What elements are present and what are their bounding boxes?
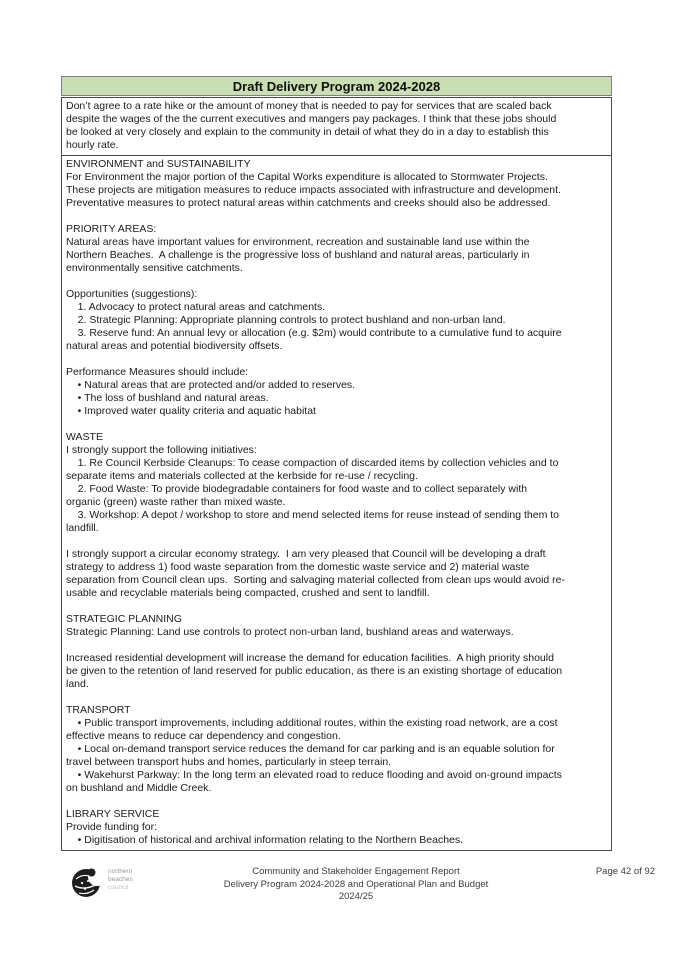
text-line: usable and recyclable materials being compacted, crushed and sent to landfill. xyxy=(66,587,430,599)
text-line: STRATEGIC PLANNING xyxy=(66,613,182,625)
text-line: travel between transport hubs and homes, particularly in steep terrain. xyxy=(66,756,392,768)
text-line: • Digitisation of historical and archival information relating to the Northern Beaches. xyxy=(66,834,464,846)
text-line: I strongly support the following initiatives: xyxy=(66,444,257,456)
text-line: separation from Council clean ups. Sorting and salvaging material collected from clean ups would avoid re- xyxy=(66,574,566,586)
footer-report-info xyxy=(206,866,506,904)
text-line: • The loss of bushland and natural areas. xyxy=(66,392,269,404)
text-line: For Environment the major portion of the Capital Works expenditure is allocated to Stormwater Projects. xyxy=(66,171,548,183)
text-line xyxy=(66,639,607,652)
logo-text-line: beaches xyxy=(108,876,133,883)
logo-text-line: council xyxy=(108,884,129,891)
text-line: Don’t agree to a rate hike or the amount of money that is needed to pay for services that are scaled back xyxy=(66,100,552,112)
text-line: strategy to address 1) food waste separation from the domestic waste service and 2) material waste xyxy=(66,561,530,573)
northern-beaches-council-logo-icon xyxy=(70,864,104,900)
text-line: TRANSPORT xyxy=(66,704,131,716)
page-footer xyxy=(61,862,655,910)
text-line: landfill. xyxy=(66,522,99,534)
document-title: Draft Delivery Program 2024-2028 xyxy=(232,78,441,94)
text-line: Opportunities (suggestions): xyxy=(66,288,198,300)
text-line: ENVIRONMENT and SUSTAINABILITY xyxy=(66,158,251,170)
text-line: be given to the retention of land reserved for public education, as there is an existing shortage of education xyxy=(66,665,563,677)
text-line: • Wakehurst Parkway: In the long term an elevated road to reduce flooding and avoid on-ground impacts xyxy=(66,769,562,781)
text-line: hourly rate. xyxy=(66,139,119,151)
text-line xyxy=(66,600,607,613)
footer-report-title: Community and Stakeholder Engagement Report xyxy=(252,866,460,877)
text-line: 3. Workshop: A depot / workshop to store and mend selected items for reuse instead of sending them to xyxy=(66,509,560,521)
logo-text xyxy=(108,868,133,892)
text-line: • Improved water quality criteria and aquatic habitat xyxy=(66,405,316,417)
text-line: Northern Beaches. A challenge is the progressive loss of bushland and natural areas, particularly in xyxy=(66,249,530,261)
text-line: 2. Food Waste: To provide biodegradable containers for food waste and to collect separately with xyxy=(66,483,528,495)
text-line: Natural areas have important values for environment, recreation and sustainable land use within the xyxy=(66,236,530,248)
text-line xyxy=(66,691,607,704)
text-line: Provide funding for: xyxy=(66,821,158,833)
table-header-row xyxy=(61,76,612,96)
logo-text-line: northern xyxy=(108,868,133,875)
text-line: WASTE xyxy=(66,431,103,443)
text-line: organic (green) waste rather than mixed waste. xyxy=(66,496,286,508)
text-line: Performance Measures should include: xyxy=(66,366,249,378)
table-cell-submission xyxy=(62,155,611,850)
footer-report-subtitle: Delivery Program 2024-2028 and Operational Plan and Budget 2024/25 xyxy=(223,878,489,902)
text-line: despite the wages of the the current executives and mangers pay packages. I think that these jobs should xyxy=(66,113,557,125)
text-line: • Natural areas that are protected and/or added to reserves. xyxy=(66,379,356,391)
text-line xyxy=(66,418,607,431)
text-line: 1. Advocacy to protect natural areas and catchments. xyxy=(66,301,326,313)
page-number: Page 42 of 92 xyxy=(595,866,655,877)
text-line xyxy=(66,795,607,808)
text-line: These projects are mitigation measures to reduce impacts associated with infrastructure and development. xyxy=(66,184,561,196)
text-line: environmentally sensitive catchments. xyxy=(66,262,243,274)
table-cell-rate-comment xyxy=(62,98,611,155)
text-line: • Local on-demand transport service reduces the demand for car parking and is an equable solution for xyxy=(66,743,555,755)
text-line: natural areas and potential biodiversity offsets. xyxy=(66,340,283,352)
text-line: 1. Re Council Kerbside Cleanups: To cease compaction of discarded items by collection vehicles and to xyxy=(66,457,559,469)
text-line xyxy=(66,210,607,223)
text-line: effective means to reduce car dependency and congestion. xyxy=(66,730,341,742)
text-line: Strategic Planning: Land use controls to protect non-urban land, bushland areas and waterways. xyxy=(66,626,514,638)
text-line xyxy=(66,353,607,366)
text-line: on bushland and Middle Creek. xyxy=(66,782,212,794)
text-line xyxy=(66,275,607,288)
text-line: PRIORITY AREAS: xyxy=(66,223,157,235)
text-line: • Public transport improvements, including additional routes, within the existing road network, are a cost xyxy=(66,717,558,729)
text-line: separate items and materials collected at the kerbside for re-use / recycling. xyxy=(66,470,418,482)
text-line: Increased residential development will increase the demand for education facilities. A high priority should xyxy=(66,652,554,664)
text-line: 2. Strategic Planning: Appropriate planning controls to protect bushland and non-urban land. xyxy=(66,314,506,326)
text-line: be looked at very closely and explain to the community in detail of what they do in a day to establish this xyxy=(66,126,549,138)
text-line: land. xyxy=(66,678,89,690)
text-line: 3. Reserve fund: An annual levy or allocation (e.g. $2m) would contribute to a cumulative fund to acquire xyxy=(66,327,562,339)
text-line: Preventative measures to protect natural areas within catchments and creeks should also be addressed. xyxy=(66,197,551,209)
text-line: I strongly support a circular economy strategy. I am very pleased that Council will be developing a draft xyxy=(66,548,546,560)
text-line xyxy=(66,535,607,548)
feedback-table xyxy=(61,97,612,851)
text-line: LIBRARY SERVICE xyxy=(66,808,160,820)
